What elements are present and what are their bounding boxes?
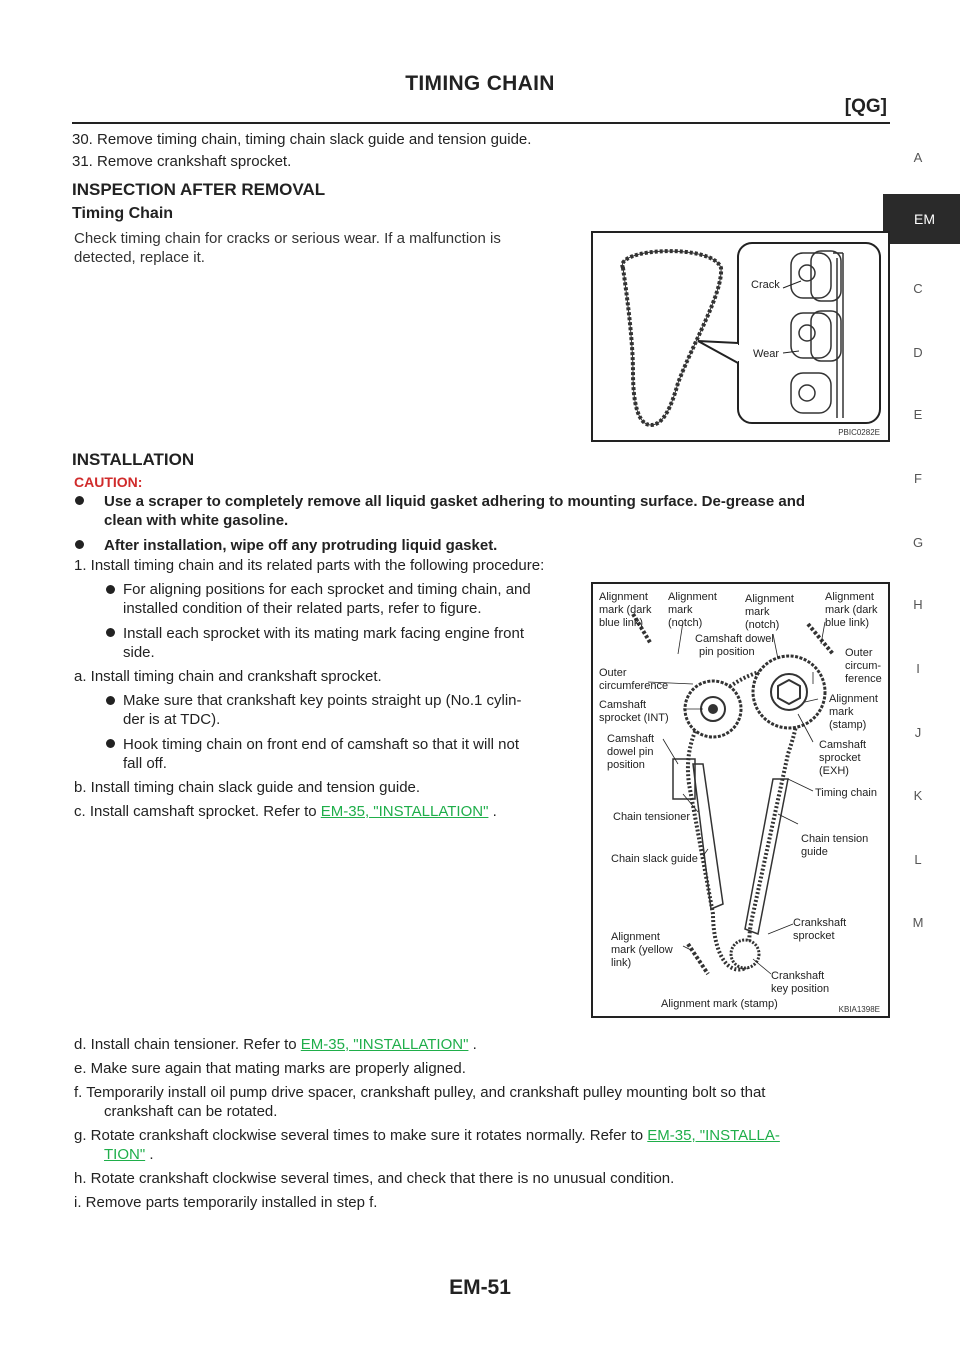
label-am-yellow-2: mark (yellow — [611, 944, 673, 956]
step-g-1 — [74, 1126, 780, 1145]
step1-bullet-2b: side. — [123, 644, 155, 661]
label-cam-exh-2: sprocket — [819, 752, 861, 764]
step1-bullet-1 — [106, 585, 115, 594]
step-a-bullet-1a: Make sure that crankshaft key points straight up (No.1 cylin- — [123, 692, 522, 709]
sidenav-item-h[interactable]: H — [913, 597, 923, 612]
label-outer-circ-r-2: circum- — [845, 660, 882, 672]
step-d-end: . — [468, 1036, 477, 1053]
caution-bullet-1 — [75, 496, 84, 505]
label-outer-circ-r-3: ference — [845, 673, 882, 685]
installation-heading: INSTALLATION — [72, 450, 195, 469]
step-a-bullet-2 — [106, 739, 115, 748]
sidenav-item-l[interactable]: L — [914, 852, 922, 867]
label-cam-exh-1: Camshaft — [819, 739, 867, 751]
step-g-end: . — [145, 1146, 154, 1163]
installation-figure — [591, 582, 890, 1018]
label-chain-tension-guide-1: Chain tension — [801, 833, 869, 845]
label-am-notch-left-1: Alignment — [668, 591, 717, 603]
step-f-2: crankshaft can be rotated. — [104, 1103, 278, 1120]
step-g-link[interactable]: EM-35, "INSTALLA- — [647, 1127, 780, 1144]
label-am-stamp-1: Alignment — [829, 693, 878, 705]
step-b: b. Install timing chain slack guide and tension guide. — [74, 779, 421, 796]
step-a-bullet-1 — [106, 696, 115, 705]
crack-label: Crack — [751, 279, 780, 291]
label-am-stamp-2: mark — [829, 706, 854, 718]
step1-bullet-2 — [106, 628, 115, 637]
page-title: TIMING CHAIN — [405, 72, 555, 95]
figure-code: PBIC0282E — [838, 428, 880, 437]
step1-bullet-1a: For aligning positions for each sprocket and timing chain, and — [123, 581, 531, 598]
label-am-dark-left-1: Alignment — [599, 591, 648, 603]
page-number: EM-51 — [449, 1276, 511, 1299]
step-h: h. Rotate crankshaft clockwise several times, and check that there is no unusual condition. — [74, 1170, 675, 1187]
label-chain-tension-guide-2: guide — [801, 846, 828, 858]
label-am-dark-left-2: mark (dark — [599, 604, 652, 616]
label-am-notch-left-3: (notch) — [668, 617, 703, 629]
step-a-bullet-2a: Hook timing chain on front end of camshaft so that it will not — [123, 736, 520, 753]
caution-text-2: After installation, wipe off any protruding liquid gasket. — [104, 537, 498, 554]
label-am-dark-right-2: mark (dark — [825, 604, 878, 616]
step-g-link-cont[interactable]: TION" — [104, 1146, 146, 1163]
inspection-text-2: detected, replace it. — [74, 249, 205, 266]
label-am-yellow-3: link) — [611, 957, 632, 969]
wear-label: Wear — [753, 348, 780, 360]
step-c-link[interactable]: EM-35, "INSTALLATION" — [320, 803, 489, 820]
caution-text-1b: clean with white gasoline. — [104, 512, 289, 529]
section-code: [QG] — [844, 96, 887, 117]
sidenav-item-i[interactable]: I — [916, 661, 920, 676]
label-am-dark-right-1: Alignment — [825, 591, 874, 603]
label-am-notch-right-2: mark — [745, 606, 770, 618]
installation-illustration — [593, 584, 888, 1016]
label-am-yellow-1: Alignment — [611, 931, 660, 943]
caution-bullet-2 — [75, 540, 84, 549]
step-c — [74, 802, 497, 821]
sidenav-item-k[interactable]: K — [913, 788, 923, 803]
label-crank-sprocket-1: Crankshaft — [793, 917, 847, 929]
step-c-end: . — [488, 803, 497, 820]
label-am-dark-left-3: blue link) — [599, 617, 644, 629]
step1-bullet-1b: installed condition of their related parts, refer to figure. — [123, 600, 482, 617]
label-am-notch-left-2: mark — [668, 604, 693, 616]
sidenav-item-d[interactable]: D — [913, 345, 923, 360]
label-outer-circ-r-1: Outer — [845, 647, 873, 659]
step-g-text: g. Rotate crankshaft clockwise several times to make sure it rotates normally. Refer to — [74, 1127, 648, 1144]
inspection-text-1: Check timing chain for cracks or serious wear. If a malfunction is — [74, 230, 501, 247]
exhaust-sprocket — [753, 656, 825, 728]
step-i: i. Remove parts temporarily installed in step f. — [74, 1194, 378, 1211]
label-cam-int-2: sprocket (INT) — [599, 712, 669, 724]
sidenav-item-m[interactable]: M — [912, 915, 924, 930]
label-am-notch-right-1: Alignment — [745, 593, 794, 605]
label-crank-key-1: Crankshaft — [771, 970, 825, 982]
label-cam-exh-3: (EXH) — [819, 765, 849, 777]
label-chain-tensioner: Chain tensioner — [613, 811, 691, 823]
step-d-link[interactable]: EM-35, "INSTALLATION" — [300, 1036, 469, 1053]
label-cam-dowel-l-3: position — [607, 759, 645, 771]
label-cam-dowel-l-1: Camshaft — [607, 733, 655, 745]
timing-chain-figure — [591, 231, 890, 442]
label-cam-dowel-2: pin position — [699, 646, 755, 658]
label-am-dark-right-3: blue link) — [825, 617, 870, 629]
step1-bullet-2a: Install each sprocket with its mating mark facing engine front — [123, 625, 525, 642]
label-cam-dowel-l-2: dowel pin — [607, 746, 654, 758]
sidenav-item-em[interactable]: EM — [883, 194, 960, 244]
timing-chain-subheading: Timing Chain — [72, 205, 174, 222]
step-a: a. Install timing chain and crankshaft sprocket. — [74, 668, 382, 685]
step-f-1: f. Temporarily install oil pump drive spacer, crankshaft pulley, and crankshaft pulley mounting bolt so that — [74, 1084, 766, 1101]
label-chain-slack-guide: Chain slack guide — [611, 853, 698, 865]
step-1: 1. Install timing chain and its related parts with the following procedure: — [74, 557, 545, 574]
step-d — [74, 1035, 477, 1054]
label-crank-key-2: key position — [771, 983, 830, 995]
label-am-notch-right-3: (notch) — [745, 619, 780, 631]
sidenav-item-g[interactable]: G — [912, 535, 924, 550]
step-d-text: d. Install chain tensioner. Refer to — [74, 1036, 301, 1053]
figure2-code: KBIA1398E — [838, 1005, 880, 1014]
step-a-bullet-2b: fall off. — [123, 755, 167, 772]
step-g-2 — [104, 1145, 154, 1164]
step-30: 30. Remove timing chain, timing chain slack guide and tension guide. — [72, 131, 532, 148]
caution-label: CAUTION: — [74, 474, 143, 490]
step-e: e. Make sure again that mating marks are properly aligned. — [74, 1060, 466, 1077]
step-c-text: c. Install camshaft sprocket. Refer to — [74, 803, 321, 820]
label-outer-circ-2: circumference — [599, 680, 669, 692]
step-a-bullet-1b: der is at TDC). — [123, 711, 221, 728]
label-timing-chain: Timing chain — [815, 787, 877, 799]
sidenav-item-f[interactable]: F — [914, 471, 922, 486]
caution-text-1a: Use a scraper to completely remove all liquid gasket adhering to mounting surface. De-grease and — [104, 493, 806, 510]
label-am-stamp-3: (stamp) — [829, 719, 867, 731]
header-rule — [72, 122, 890, 124]
step-31: 31. Remove crankshaft sprocket. — [72, 153, 292, 170]
sidenav-item-c[interactable]: C — [913, 281, 923, 296]
timing-chain-illustration — [593, 233, 888, 440]
sidenav-item-a[interactable]: A — [913, 150, 923, 165]
inspection-heading: INSPECTION AFTER REMOVAL — [72, 180, 326, 199]
label-cam-int-1: Camshaft — [599, 699, 647, 711]
label-outer-circ-1: Outer — [599, 667, 627, 679]
label-cam-dowel-1: Camshaft dowel — [695, 633, 774, 645]
sidenav-item-e[interactable]: E — [913, 407, 923, 422]
label-am-bottom: Alignment mark (stamp) — [661, 998, 778, 1010]
sidenav-item-j[interactable]: J — [914, 725, 922, 740]
label-crank-sprocket-2: sprocket — [793, 930, 835, 942]
